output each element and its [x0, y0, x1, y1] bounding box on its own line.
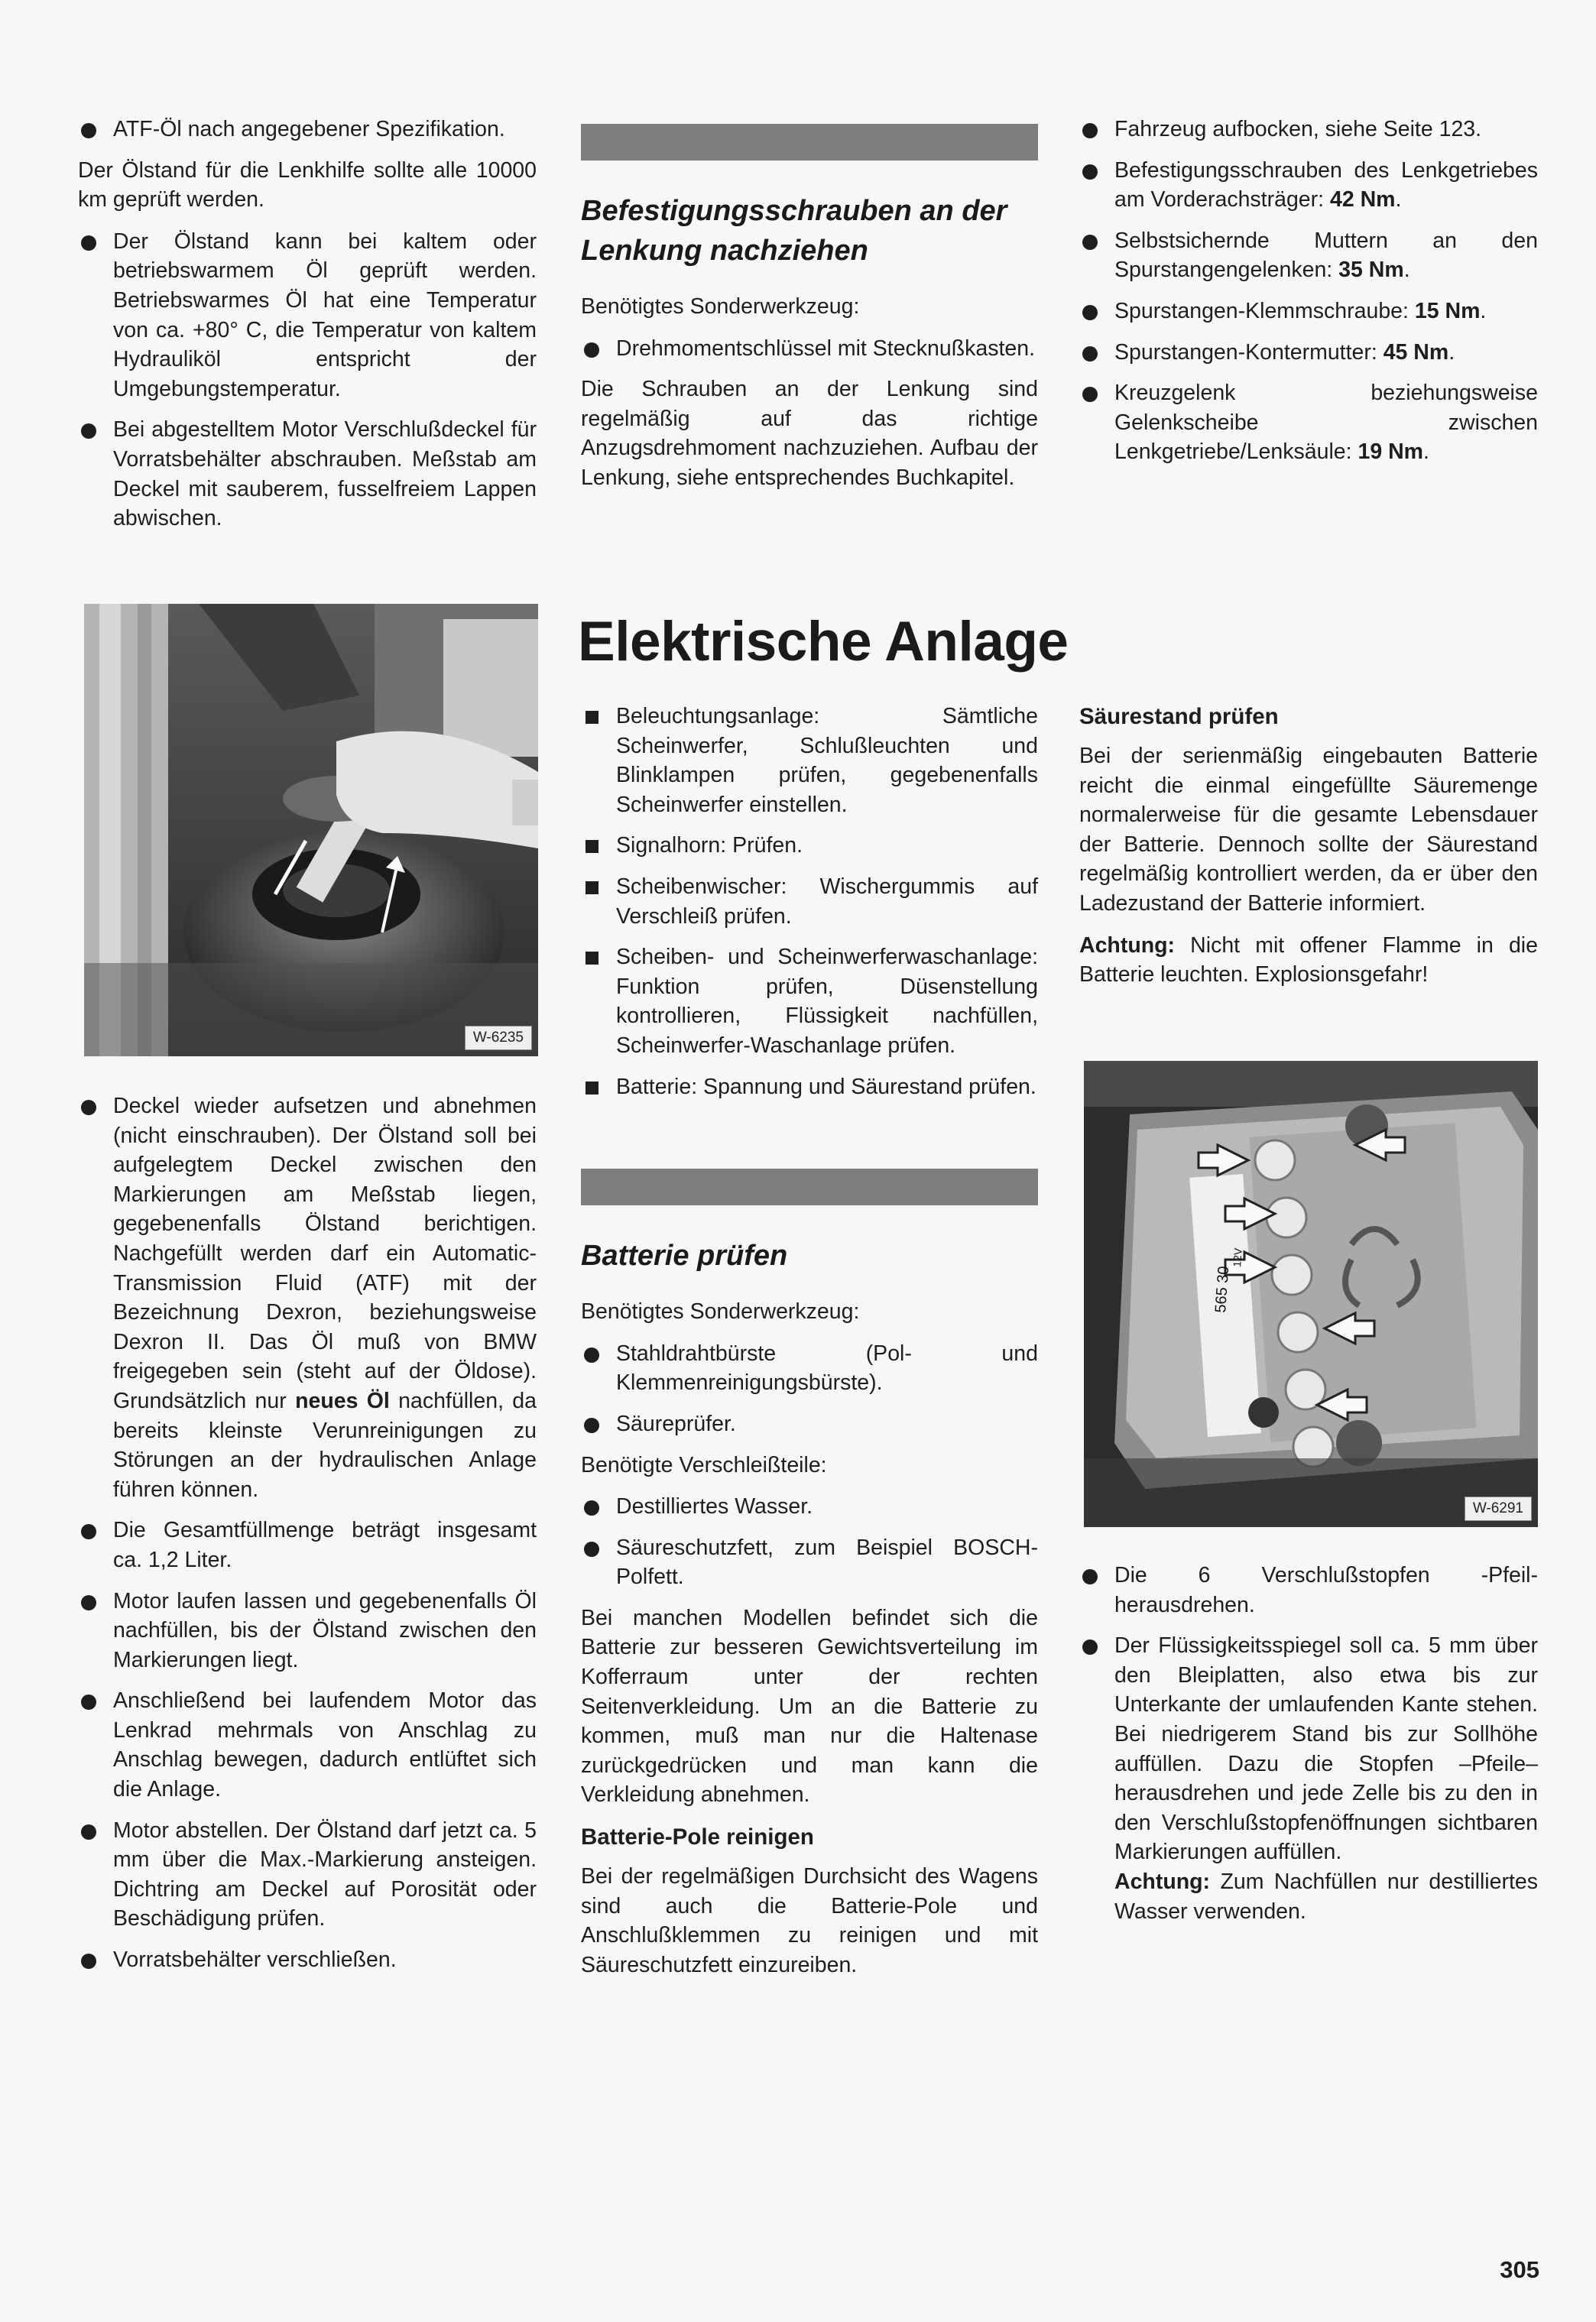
photo-label: W-6235: [465, 1026, 532, 1050]
bullet-steering-gear-bolts: Befestigungsschrauben des Lenkgetriebes am Vorderachsträger: 42 Nm.: [1079, 156, 1538, 215]
bullet-run-engine: Motor laufen lassen und gegebenenfalls Öl nachfüllen, bis der Ölstand zwischen den Markierungen liegt.: [78, 1587, 537, 1675]
bullet-universal-joint: Kreuzgelenk beziehungsweise Gelenkscheibe zwischen Lenkgetriebe/Lenksäule: 19 Nm.: [1079, 378, 1538, 467]
column-3-bottom: [1079, 1561, 1538, 1938]
bullet-clamp-screw: Spurstangen-Klemmschraube: 15 Nm.: [1079, 297, 1538, 326]
item-lighting: Beleuchtungsanlage: Sämtliche Scheinwerfer, Schlußleuchten und Blinklampen prüfen, gegebenenfalls Scheinwerfer einstellen.: [581, 702, 1038, 819]
paragraph-warning-flame: Achtung: Nicht mit offener Flamme in die Batterie leuchten. Explosionsgefahr!: [1079, 932, 1538, 987]
bullet-replace-cap: Deckel wieder aufsetzen und abnehmen (nicht einschrauben). Der Ölstand soll bei aufgelegtem Deckel zwischen den Markierungen am Meßstab liegen, gegebenenfalls Ölstand berichtigen. Nachgefüllt werden darf ein Automatic-Transmission Fluid (ATF) mit der Bezeichnung Dexron, beziehungsweise Dexron II. Das Öl muß von BMW freigegeben sein (steht auf der Öldose). Grundsätzlich nur neues Öl nachfüllen, da bereits kleinste Verunreinigungen zu Störungen an der hydraulischen Anlage führen können.: [78, 1091, 537, 1504]
item-wipers: Scheibenwischer: Wischergummis auf Verschleiß prüfen.: [581, 872, 1038, 931]
bullet-fluid-level: Der Flüssigkeitsspiegel soll ca. 5 mm über den Bleiplatten, also etwa bis zur Unterkante der umlaufenden Kante stehen. Bei niedrigerem Stand bis zur Sollhöhe auffüllen. Dazu die Stopfen –Pfeile– herausdrehen und jede Zelle bis zu den in den Verschlußstopfenöffnungen sichtbaren Markierungen auffüllen. Achtung: Zum Nachfüllen nur destilliertes Wasser verwenden.: [1079, 1631, 1538, 1926]
battery-voltage-text: 12V: [1231, 1247, 1244, 1268]
section-title: Elektrische Anlage: [578, 611, 1069, 673]
column-2-bottom: [581, 702, 1038, 1992]
page-number: 305: [1500, 2256, 1539, 2283]
photo-label: W-6291: [1465, 1497, 1532, 1521]
bullet-torque-wrench: Drehmomentschlüssel mit Stecknußkasten.: [581, 334, 1038, 364]
heading-acid-level: Säurestand prüfen: [1079, 704, 1279, 729]
column-3-top: [1079, 115, 1538, 478]
bullet-oil-temperature: Der Ölstand kann bei kaltem oder betriebswarmem Öl geprüft werden. Betriebswarmes Öl hat eine Temperatur von ca. +80° C, die Temperatur von kaltem Hydrauliköl entspricht der Umgebungstemperatur.: [78, 227, 537, 404]
section-bar: [581, 124, 1038, 161]
column-1-top: [78, 115, 537, 545]
bullet-acid-tester: Säureprüfer.: [581, 1409, 1038, 1439]
bullet-wire-brush: Stahldrahtbürste (Pol- und Klemmenreinigungsbürste).: [581, 1339, 1038, 1398]
heading-check-battery: Batterie prüfen: [581, 1240, 788, 1273]
item-washers: Scheiben- und Scheinwerferwaschanlage: Funktion prüfen, Düsenstellung kontrollieren, Flüssigkeit nachfüllen, Scheinwerfer-Waschanlage prüfen.: [581, 942, 1038, 1060]
bullet-unscrew-plugs: Die 6 Verschlußstopfen -Pfeil- herausdrehen.: [1079, 1561, 1538, 1620]
bullet-stop-engine: Motor abstellen. Der Ölstand darf jetzt ca. 5 mm über die Max.-Markierung ansteigen. Dichtring am Deckel auf Porosität oder Beschädigung prüfen.: [78, 1816, 537, 1934]
paragraph-oil-check-interval: Der Ölstand für die Lenkhilfe sollte alle 10000 km geprüft werden.: [78, 157, 537, 212]
battery-type-text: 565 30: [1212, 1265, 1233, 1314]
column-2-top: [581, 113, 1038, 505]
bullet-close-reservoir: Vorratsbehälter verschließen.: [78, 1945, 537, 1975]
bullet-lock-nut: Spurstangen-Kontermutter: 45 Nm.: [1079, 338, 1538, 368]
item-horn: Signalhorn: Prüfen.: [581, 831, 1038, 861]
section-bar: [581, 1169, 1038, 1205]
paragraph-acid-level: Bei der serienmäßig eingebauten Batterie reicht die einmal eingefüllte Säuremenge normalerweise für die gesamte Lebensdauer der Batterie. Dennoch sollte der Säurestand regelmäßig kontrolliert werden, da er über den Ladezustand der Batterie informiert.: [1079, 744, 1538, 916]
bullet-distilled-water: Destilliertes Wasser.: [581, 1492, 1038, 1522]
bullet-jack-vehicle: Fahrzeug aufbocken, siehe Seite 123.: [1079, 115, 1538, 144]
paragraph-consumables: Benötigte Verschleißteile:: [581, 1452, 827, 1477]
bullet-total-capacity: Die Gesamtfüllmenge beträgt insgesamt ca. 1,2 Liter.: [78, 1516, 537, 1574]
bullet-atf-oil: ATF-Öl nach angegebener Spezifikation.: [78, 115, 537, 144]
photo-battery: [1084, 1061, 1538, 1527]
heading-steering-bolts: Befestigungsschrauben an der Lenkung nachziehen: [581, 195, 1007, 267]
paragraph-special-tools: Benötigtes Sonderwerkzeug:: [581, 294, 860, 319]
paragraph-special-tools-battery: Benötigtes Sonderwerkzeug:: [581, 1299, 860, 1325]
paragraph-clean-poles: Bei der regelmäßigen Durchsicht des Wagens sind auch die Batterie-Pole und Anschlußklemmen zu reinigen und mit Säureschutzfett einzureiben.: [581, 1864, 1038, 1977]
bullet-unscrew-cap: Bei abgestelltem Motor Verschlußdeckel für Vorratsbehälter abschrauben. Meßstab am Deckel mit sauberem, fusselfreiem Lappen abwischen.: [78, 415, 537, 533]
column-3-middle: [1079, 702, 1538, 1002]
item-battery: Batterie: Spannung und Säurestand prüfen.: [581, 1072, 1038, 1102]
bullet-tie-rod-nuts: Selbstsichernde Muttern an den Spurstangengelenken: 35 Nm.: [1079, 226, 1538, 285]
photo-power-steering-reservoir: [84, 604, 538, 1056]
paragraph-battery-location: Bei manchen Modellen befindet sich die Batterie zur besseren Gewichtsverteilung im Kofferraum unter der rechten Seitenverkleidung. Um an die Batterie zu kommen, muß man nur die Haltenase zurückgedrücken und man kann die Verkleidung abnehmen.: [581, 1605, 1038, 1808]
paragraph-steering-bolts: Die Schrauben an der Lenkung sind regelmäßig auf das richtige Anzugsdrehmoment nachzuziehen. Aufbau der Lenkung, siehe entsprechendes Buchkapitel.: [581, 377, 1038, 490]
subheading-clean-poles: Batterie-Pole reinigen: [581, 1824, 814, 1850]
column-1-bottom: [78, 1091, 537, 1986]
bullet-bleed-system: Anschließend bei laufendem Motor das Lenkrad mehrmals von Anschlag zu Anschlag bewegen, dadurch entlüftet sich die Anlage.: [78, 1686, 537, 1804]
bullet-acid-grease: Säureschutzfett, zum Beispiel BOSCH-Polfett.: [581, 1533, 1038, 1592]
